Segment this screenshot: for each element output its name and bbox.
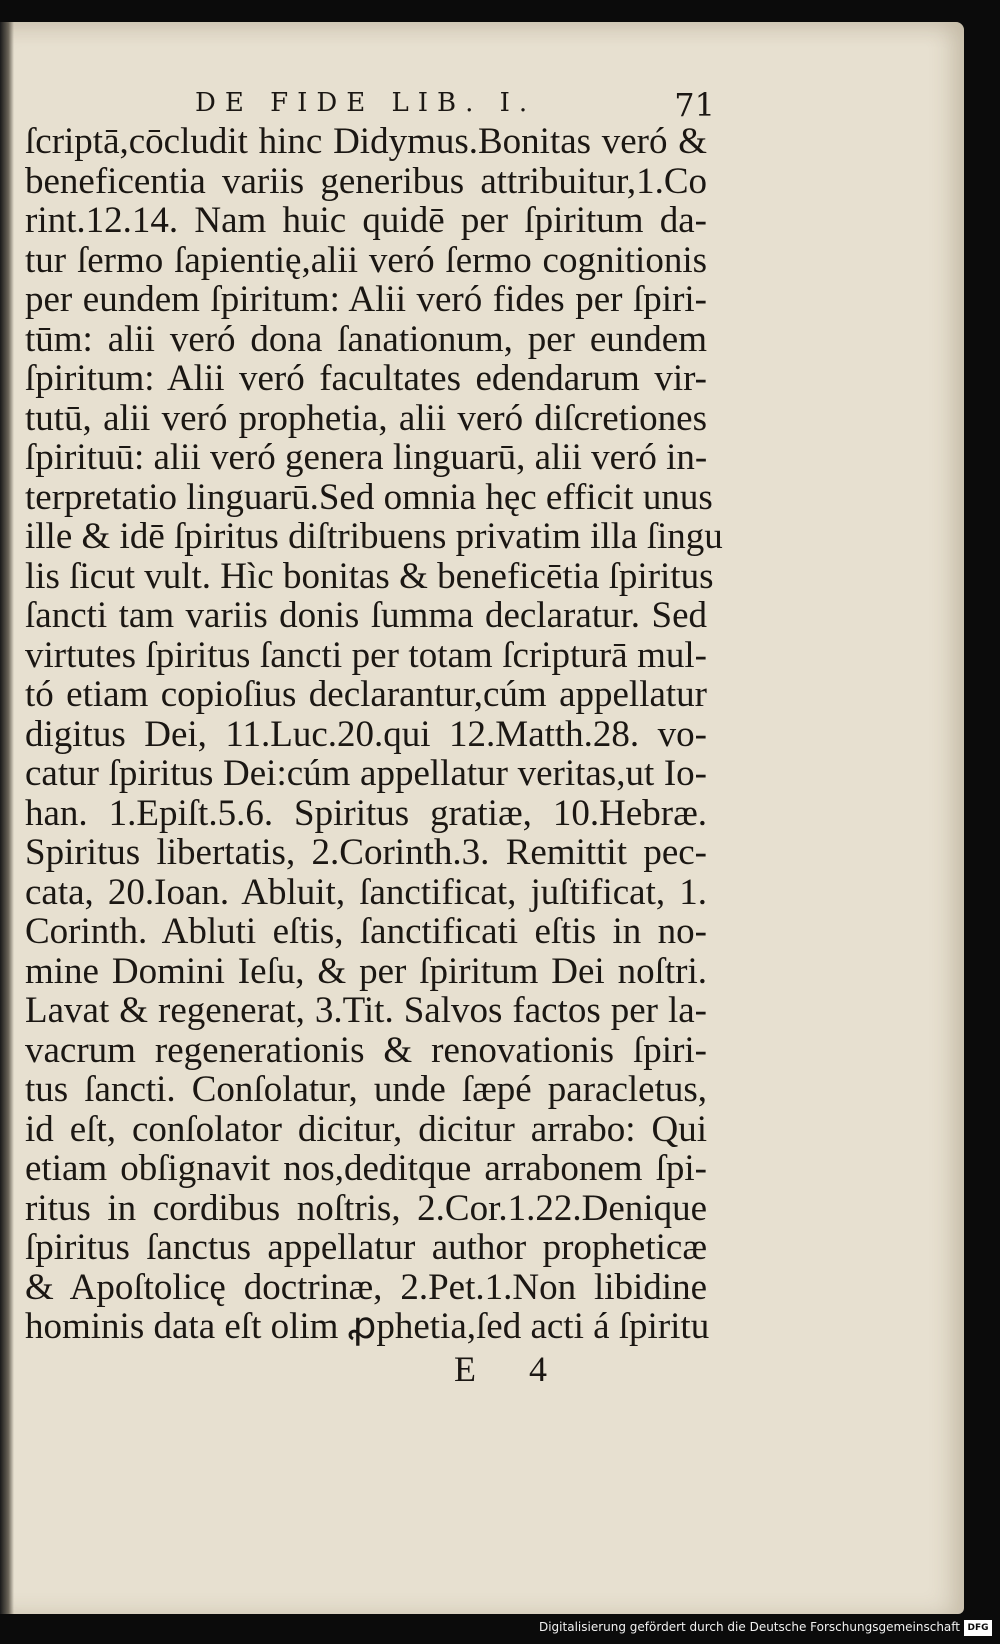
footer-bar — [0, 1614, 1000, 1644]
text-line: rint.12.14. Nam huic quidē per ſpiritum da- — [25, 200, 707, 241]
text-line: & Apoſtolicę doctrinæ, 2.Pet.1.Non libidine — [25, 1266, 707, 1308]
text-line: catur ſpiritus Dei:cúm appellatur veritas,ut Io- — [25, 753, 707, 794]
dfg-logo: DFG — [964, 1620, 992, 1636]
text-line: etiam obſignavit nos,deditque arrabonem ſpi- — [25, 1148, 707, 1189]
running-title: DE FIDE LIB. I. — [195, 88, 537, 118]
text-line: ille & idē ſpiritus diſtribuens privatim illa ſingu — [25, 516, 723, 557]
text-line: tutū, alii veró prophetia, alii veró diſcretiones — [25, 397, 707, 439]
text-line: tus ſancti. Conſolatur, unde ſæpé paracletus, — [25, 1069, 707, 1110]
text-line: vacrum regenerationis & renovationis ſpiri- — [25, 1029, 707, 1071]
text-line: Lavat & regenerat, 3.Tit. Salvos factos per la- — [25, 990, 707, 1031]
text-line: tūm: alii veró dona ſanationum, per eundem — [25, 318, 707, 360]
text-line: lis ſicut vult. Hìc bonitas & beneficētia ſpiritus — [25, 555, 714, 597]
text-line: ſancti tam variis donis ſumma declaratur. Sed — [25, 595, 707, 636]
text-line: Corinth. Abluti eſtis, ſanctificati eſtis in no- — [25, 911, 707, 952]
text-line: ſpiritus ſanctus appellatur author propheticæ — [25, 1227, 707, 1268]
signature-mark: E 4 — [454, 1349, 569, 1389]
text-line: mine Domini Ieſu, & per ſpiritum Dei noſtri. — [25, 950, 707, 992]
funding-credit: Digitalisierung gefördert durch die Deutsche Forschungsgemeinschaft — [538, 1620, 960, 1634]
text-line: tur ſermo ſapientię,alii veró ſermo cognitionis — [25, 239, 707, 281]
text-line: id eſt, conſolator dicitur, dicitur arrabo: Qui — [25, 1108, 707, 1150]
text-line: ſcriptā,cōcludit hinc Didymus.Bonitas veró & — [25, 121, 707, 162]
text-line: ritus in cordibus noſtris, 2.Cor.1.22.Denique — [25, 1187, 707, 1229]
page-number: 71 — [674, 86, 715, 124]
text-line: terpretatio linguarū.Sed omnia hęc efficit unus — [25, 476, 713, 518]
text-line: ſpirituū: alii veró genera linguarū, alii veró in- — [25, 437, 708, 478]
text-line: per eundem ſpiritum: Alii veró fides per ſpiri- — [25, 279, 707, 320]
text-line: virtutes ſpiritus ſancti per totam ſcripturā mul- — [25, 634, 707, 676]
text-line: cata, 20.Ioan. Abluit, ſanctificat, juſtificat, 1. — [25, 871, 707, 913]
body-text — [25, 121, 723, 1347]
text-line: ſpiritum: Alii veró facultates edendarum vir- — [25, 358, 707, 399]
text-line: beneficentia variis generibus attribuitur,1.Co — [25, 160, 707, 202]
text-line: tó etiam copioſius declarantur,cúm appellatur — [25, 674, 707, 715]
text-line: hominis data eſt olim ꝓphetia,ſed acti á ſpiritu — [25, 1306, 710, 1347]
text-line: Spiritus libertatis, 2.Corinth.3. Remittit pec- — [25, 832, 707, 873]
book-gutter-shadow — [0, 22, 14, 1614]
text-line: han. 1.Epiſt.5.6. Spiritus gratiæ, 10.Hebræ. — [25, 792, 707, 834]
text-line: digitus Dei, 11.Luc.20.qui 12.Matth.28. vo- — [25, 713, 707, 755]
